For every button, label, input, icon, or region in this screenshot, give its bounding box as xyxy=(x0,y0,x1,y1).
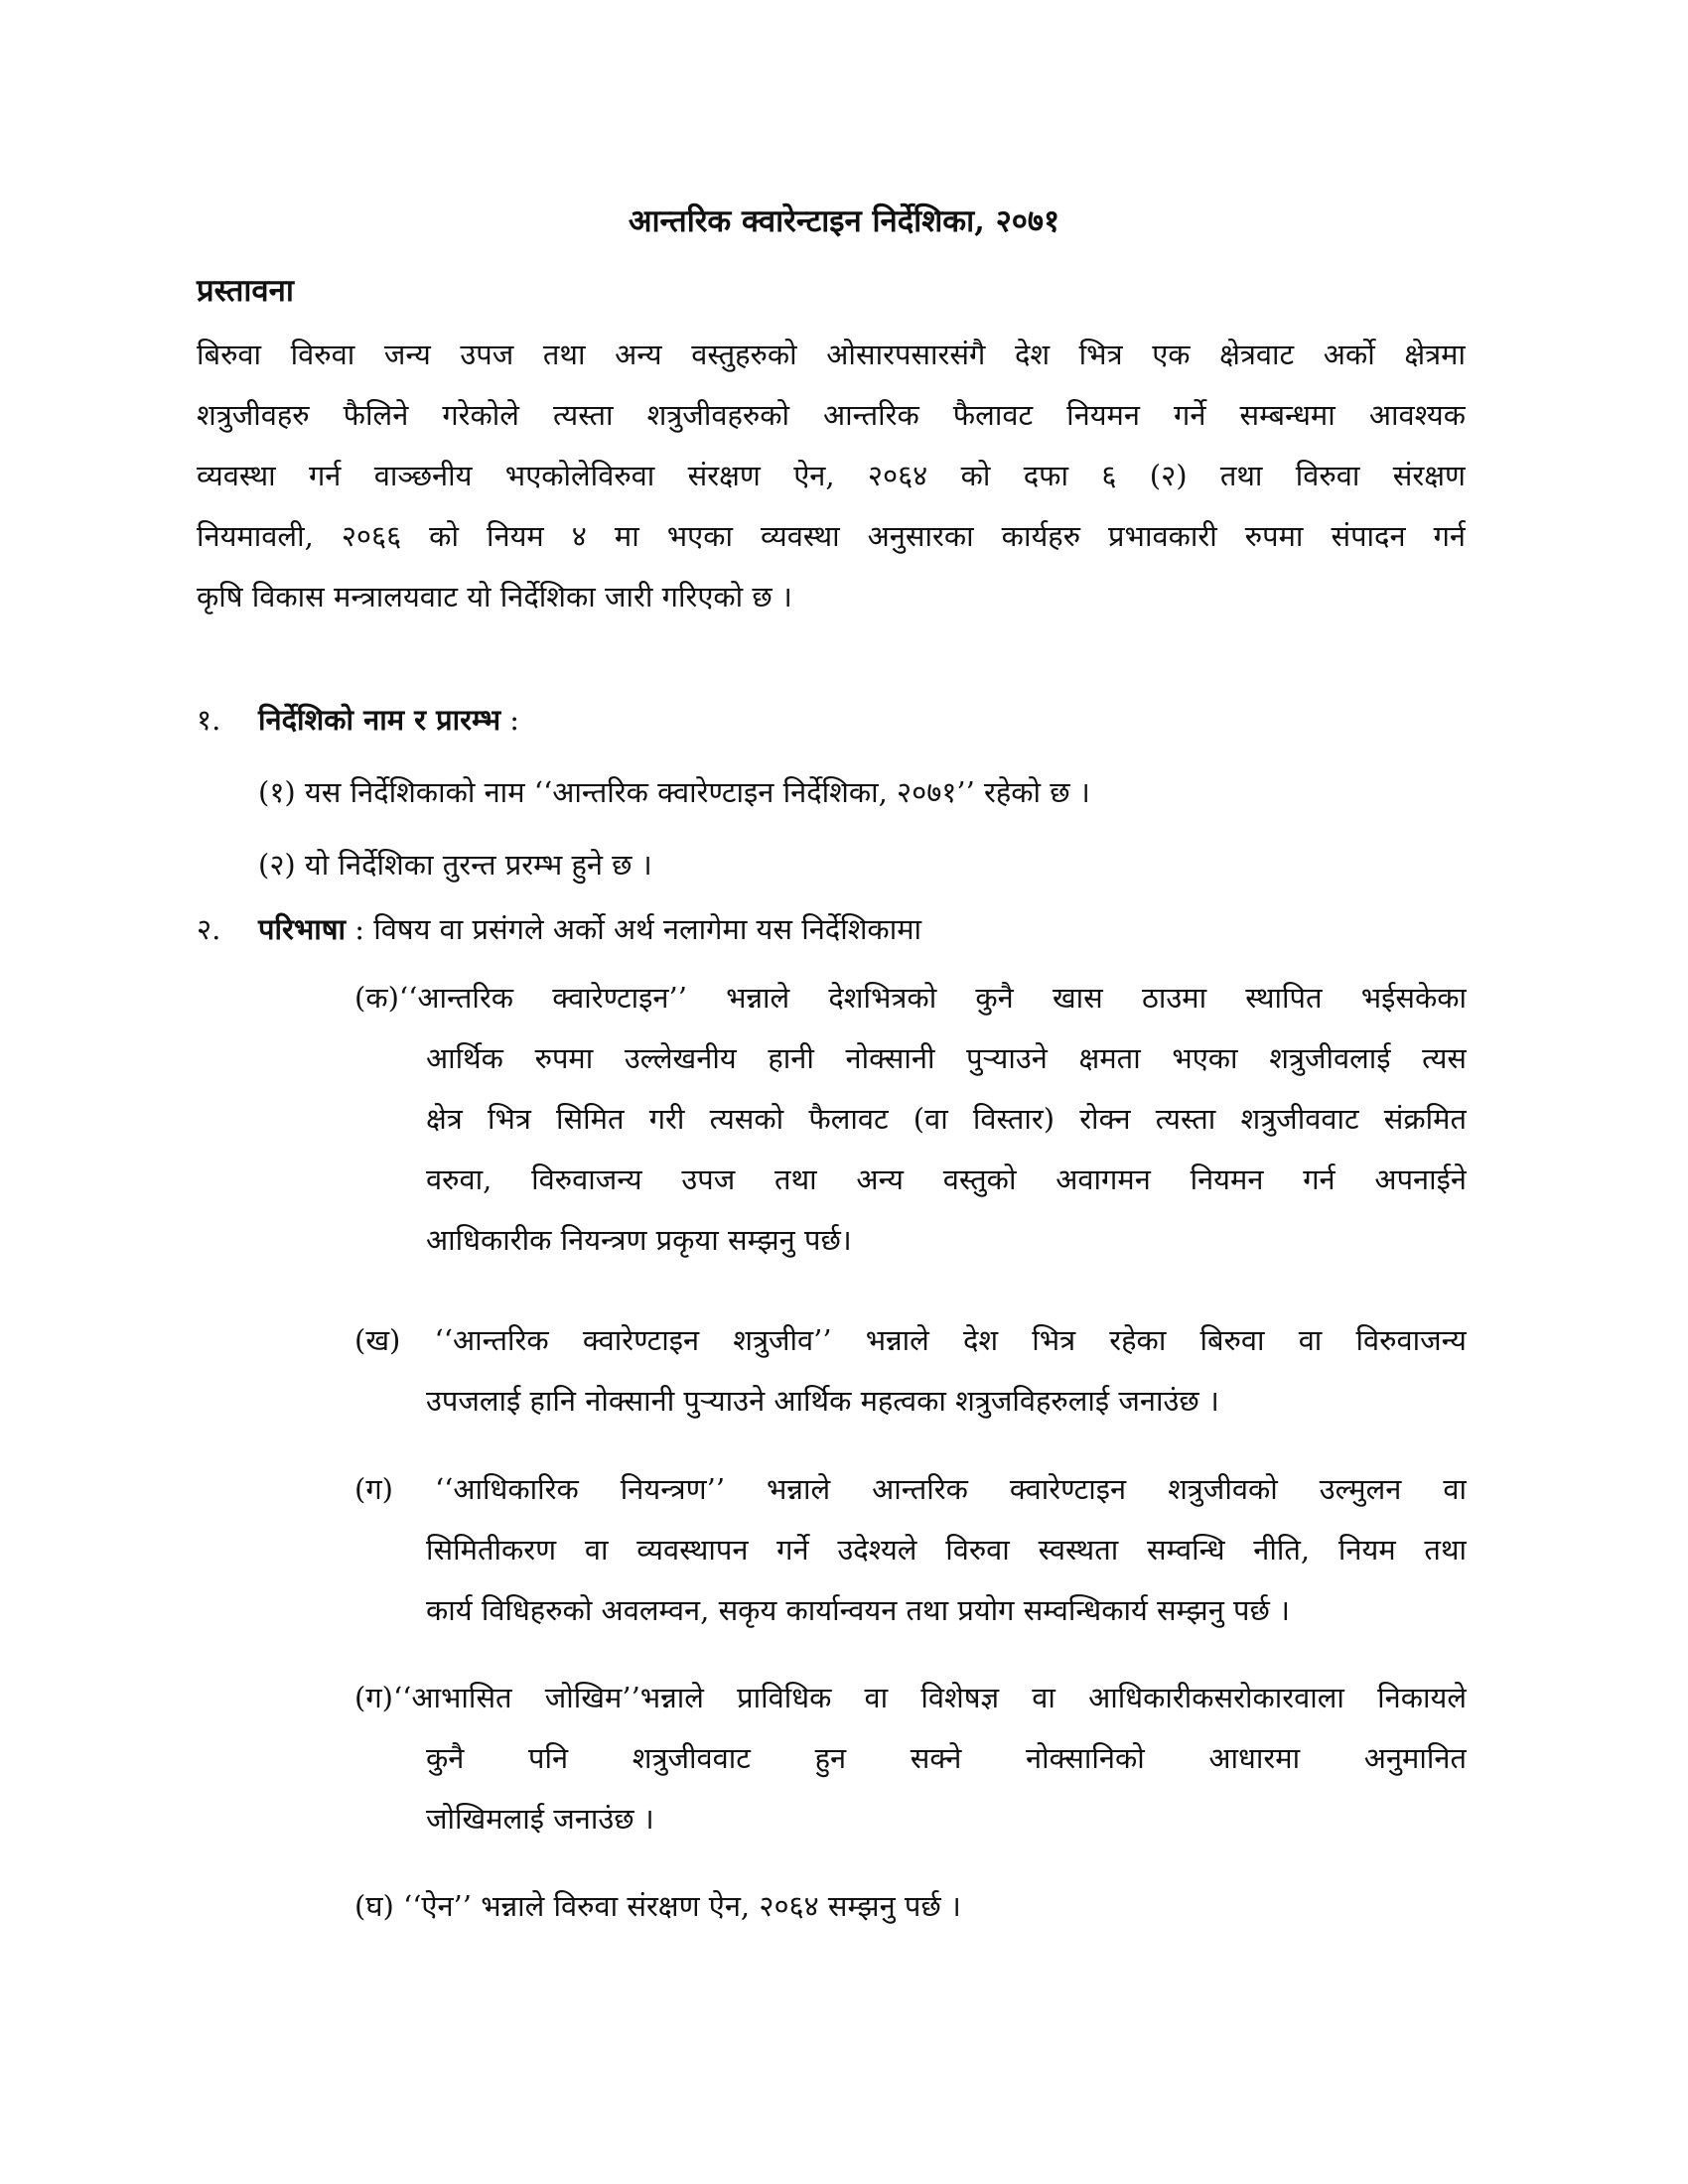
section-2-heading xyxy=(197,909,921,949)
definition-line: (ग)‘‘आभासित जोखिम’’भन्नाले प्राविधिक वा विशेषज्ञ वा आधिकारीकसरोकारवाला निकायले xyxy=(354,1681,1467,1714)
preamble-line: व्यवस्था गर्न वाञ्छनीय भएकोलेविरुवा संरक्षण ऐन, २०६४ को दफा ६ (२) तथा विरुवा संरक्षण xyxy=(197,459,1466,492)
preamble-line: बिरुवा विरुवा जन्य उपज तथा अन्य वस्तुहरुको ओसारपसारसंगै देश भित्र एक क्षेत्रवाट अर्को क्षेत्रमा xyxy=(197,338,1466,371)
definition-line: सिमितीकरण वा व्यवस्थापन गर्ने उदेश्यले विरुवा स्वस्थता सम्वन्धि नीति, नियम तथा xyxy=(426,1533,1467,1567)
section-1-heading xyxy=(197,700,519,740)
definition-line: जोखिमलाई जनाउंछ । xyxy=(426,1802,654,1836)
preamble-line: कृषि विकास मन्त्रालयवाट यो निर्देशिका जारी गरिएको छ । xyxy=(197,580,792,614)
document-title: आन्तरिक क्वारेन्टाइन निर्देशिका, २०७१ xyxy=(628,204,1060,239)
definition-ka xyxy=(354,968,1467,1271)
definition-line: कार्य विधिहरुको अवलम्वन, सकृय कार्यान्वयन तथा प्रयोग सम्वन्धिकार्य सम्झनु पर्छ । xyxy=(426,1593,1291,1627)
definition-line: (क)‘‘आन्तरिक क्वारेण्टाइन’’ भन्नाले देशभित्रको कुनै खास ठाउमा स्थापित भईसकेका xyxy=(354,981,1467,1015)
definition-line: वरुवा, विरुवाजन्य उपज तथा अन्य वस्तुको अवागमन नियमन गर्न अपनाईने xyxy=(426,1162,1467,1196)
definition-ga xyxy=(354,1459,1467,1641)
section-title: निर्देशिको नाम र प्रारम्भ xyxy=(258,703,501,737)
definition-line: (ग) ‘‘आधिकारिक नियन्त्रण’’ भन्नाले आन्तरिक क्वारेण्टाइन शत्रुजीवको उल्मुलन वा xyxy=(354,1472,1467,1506)
section-number: १. xyxy=(197,703,221,737)
definition-line: आधिकारीक नियन्त्रण प्रकृया सम्झनु पर्छ। xyxy=(426,1223,852,1257)
section-title: परिभाषा xyxy=(258,912,347,946)
definition-kha xyxy=(354,1310,1467,1432)
definition-line: (घ) ‘‘ऐन’’ भन्नाले विरुवा संरक्षण ऐन, २०६४ सम्झनु पर्छ । xyxy=(354,1889,961,1923)
section-number: २. xyxy=(197,912,221,946)
preamble-heading: प्रस्तावना xyxy=(197,273,294,309)
definition-ga-2 xyxy=(354,1668,1467,1849)
section-suffix: : xyxy=(500,703,520,737)
preamble-line: शत्रुजीवहरु फैलिने गरेकोले त्यस्ता शत्रुजीवहरुको आन्तरिक फैलावट नियमन गर्ने सम्बन्धमा आवश्यक xyxy=(197,398,1466,432)
section-1-item: (१) यस निर्देशिकाको नाम ‘‘आन्तरिक क्वारेण्टाइन निर्देशिका, २०७१’’ रहेको छ । xyxy=(258,775,1090,809)
definition-line: कुनै पनि शत्रुजीववाट हुन सक्ने नोक्सानिको आधारमा अनुमानित xyxy=(426,1741,1467,1775)
definition-line: आर्थिक रुपमा उल्लेखनीय हानी नोक्सानी पुऱ्याउने क्षमता भएका शत्रुजीवलाई त्यस xyxy=(426,1041,1467,1075)
definition-line: (ख) ‘‘आन्तरिक क्वारेण्टाइन शत्रुजीव’’ भन्नाले देश भित्र रहेका बिरुवा वा विरुवाजन्य xyxy=(354,1323,1467,1357)
section-suffix: : विषय वा प्रसंगले अर्को अर्थ नलागेमा यस निर्देशिकामा xyxy=(346,912,922,946)
preamble-line: नियमावली, २०६६ को नियम ४ मा भएका व्यवस्था अनुसारका कार्यहरु प्रभावकारी रुपमा संपादन गर्न xyxy=(197,519,1466,553)
preamble-paragraph xyxy=(197,325,1466,627)
definition-gha xyxy=(354,1876,1467,1937)
definition-line: क्षेत्र भित्र सिमित गरी त्यसको फैलावट (वा विस्तार) रोक्न त्यस्ता शत्रुजीववाट संक्रमित xyxy=(426,1102,1467,1136)
definition-line: उपजलाई हानि नोक्सानी पुऱ्याउने आर्थिक महत्वका शत्रुजविहरुलाई जनाउंछ । xyxy=(426,1384,1219,1418)
section-1-item: (२) यो निर्देशिका तुरन्त प्ररम्भ हुने छ । xyxy=(258,848,652,882)
